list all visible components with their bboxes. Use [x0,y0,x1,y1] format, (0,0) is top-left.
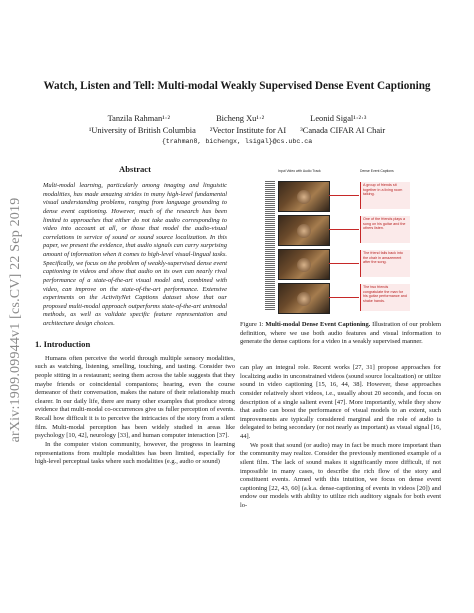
arxiv-stamp[interactable] [6,160,26,480]
figure-column-label-video: Input Video with Audio Track [278,169,321,173]
author-name: Bicheng Xu¹·² [216,114,265,123]
author-email[interactable]: {trahman8, bichengx, lsigal}@cs.ubc.ca [161,138,313,145]
introduction-heading: 1. Introduction [35,338,91,349]
video-frame [278,215,330,246]
intro-paragraph: Humans often perceive the world through multiple sensory modalities, such as watching, listening, smelling, touching, and tasting. Consider two people sitting in a restaurant; seeing them across the table suggests that they maybe friends or coincidental companions; hearing, even the course demeanor of their conversation, makes the nature of their relationship much clearer. In our daily life, there are many other examples that produce strong evidence that multi-modal co-occurrences give us fuller perception of events. Recall how difficult it is to perceive the intricacies of the story from a silent film. Multi-modal perception has been widely studied in areas like psychology [10, 42], neurology [33], and human computer interaction [37]. [35,354,235,440]
figure-caption-text: Illustration of our problem definition, where we use both audio features and visual information to generate the dense captions for a video in a weakly supervised manner. [240,321,442,346]
video-frame [278,283,330,314]
abstract-heading: Abstract [119,164,151,174]
intro-paragraph: In the computer vision community, however, the progress in learning representations from multiple modalities has been limited, especially for high-level perceptual tasks where such modalities (e.g., audio or sound) [35,440,235,466]
figure-1 [240,165,441,315]
abstract-text: Multi-modal learning, particularly among imaging and linguistic modalities, has made amazing strides in many high-level fundamental visual understanding problems, ranging from language grounding to dense event captioning. However, much of the research has been limited to approaches that either do not take audio corresponding to video into account at all, or those that model the audio-visual correlations in service of sound or sound source localization. In this paper, we present the evidence, that audio signals can carry surprising amount of information when it comes to high-level visual-lingual tasks. Specifically, we focus on the problem of weakly-supervised dense event captioning in videos and show that audio on its own can nearly rival performance of a state-of-the-art visual model and, combined with video, can improve on the state-of-the-art performance. Extensive experiments on the ActivityNet Captions dataset show that our proposed multi-modal approach outperforms state-of-the-art unimodal methods, as well as validate specific feature representation and architecture design choices. [43,182,227,327]
author-name: Tanzila Rahman¹·² [107,114,170,123]
video-frame [278,181,330,212]
body-paragraph: We posit that sound (or audio) may in fact be much more important than the community may realize. Consider the previously mentioned example of a silent film. The lack of sound makes it significantly more difficult, if not impossible in many cases, to describe the rich flow of the story and constituent events. Armed with this intuition, we focus on dense event captioning [22, 43, 60] (a.k.a. dense-captioning of events in videos [20]) and endow our models with ability to utilize rich auditory signals for both event lo- [240,441,441,509]
event-caption: One of the friends plays a song on his guitar and the others listen. [360,216,410,243]
left-column [35,160,235,467]
figure-caption [240,321,441,347]
figure-column-label-captions: Dense Event Captions [360,169,394,173]
affiliation: ³Canada CIFAR AI Chair [300,125,386,135]
right-column [240,364,441,511]
video-frame [278,249,330,280]
audio-waveform [265,181,275,311]
event-caption: The friend falls back into the chair in amazement after the song. [360,250,410,277]
frame-caption-connector [329,263,359,264]
affiliation: ¹University of British Columbia [88,125,196,135]
figure-caption-label: Figure 1: [240,321,264,328]
paper-title: Watch, Listen and Tell: Multi-modal Weakly Supervised Dense Event Captioning [43,80,431,92]
author-block [30,113,444,148]
frame-caption-connector [329,195,359,196]
author-name: Leonid Sigal¹·²·³ [310,114,367,123]
frame-caption-connector [329,229,359,230]
event-caption: The two friends congratulate the man for his guitar performance and shake hands. [360,284,410,311]
affiliation: ²Vector Institute for AI [209,125,287,135]
figure-caption-title: Multi-modal Dense Event Captioning. [265,321,371,328]
arxiv-id[interactable]: arXiv:1909.09944v1 [cs.CV] 22 Sep 2019 [8,197,23,443]
author-names [30,113,444,125]
body-paragraph: can play an integral role. Recent works [27, 31] propose approaches for localizing audio in unconstrained videos (sound source localization) or utilize sound in video captioning [15, 16, 44, 38]. However, these approaches consider relatively short videos, i.e., usually about 20 seconds, and focus on description of a single salient event [47]. More importantly, while they show that audio can boost the performance of visual models to an extent, such improvements are typically considered marginal and the role of audio is delegated to being secondary (or not nearly as important) as visual signal [16, 44]. [240,364,441,440]
author-affiliations [30,125,444,137]
frame-caption-connector [329,297,359,298]
event-caption: A group of friends sit together in a living room talking. [360,182,410,209]
